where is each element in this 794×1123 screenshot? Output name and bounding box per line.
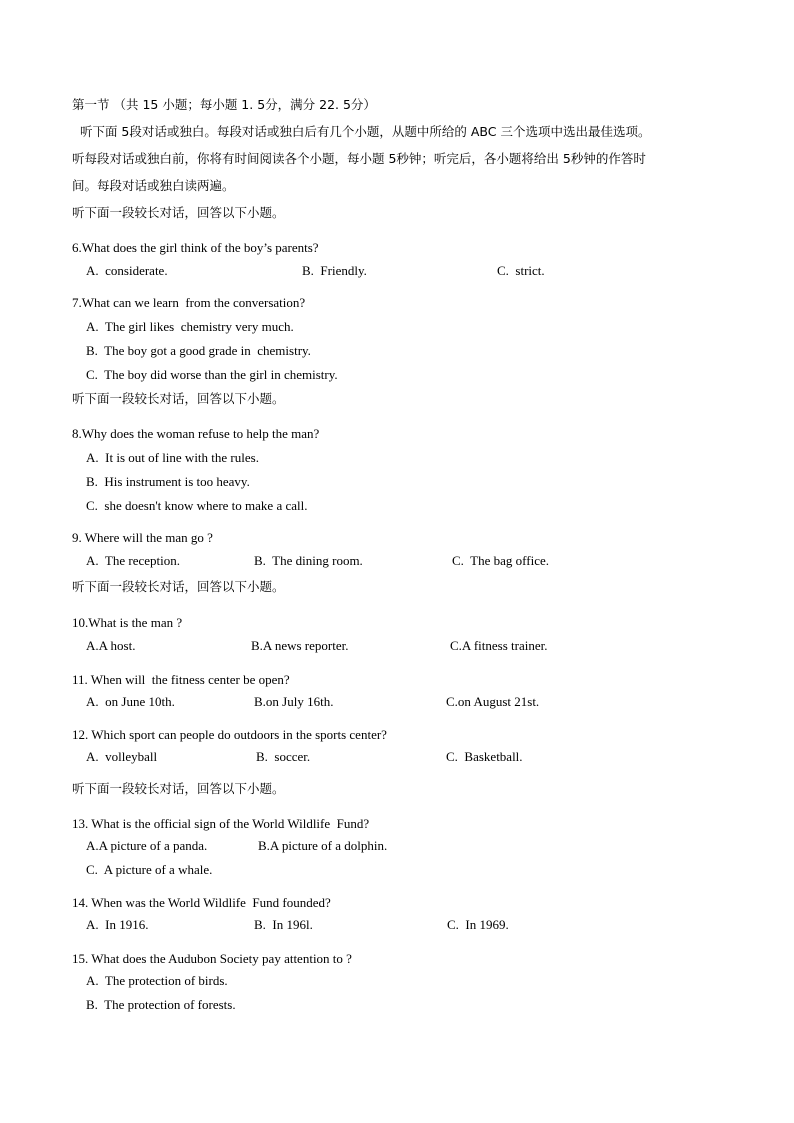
question-13: 13. What is the official sign of the World Wildlife Fund? [72, 816, 370, 831]
q9-option-b: B. The dining room. [254, 553, 363, 568]
q12-option-c: C. Basketball. [446, 749, 523, 764]
question-12: 12. Which sport can people do outdoors in the sports center? [72, 727, 387, 742]
instruction-line-2: 听每段对话或独白前，你将有时间阅读各个小题，每小题 5秒钟；听完后，各小题将给出 5秒钟的作答时 [72, 151, 646, 166]
q12-option-b: B. soccer. [256, 749, 311, 764]
dialogue-prompt: 听下面一段较长对话，回答以下小题。 [72, 579, 285, 594]
q6-option-b: B. Friendly. [302, 263, 367, 278]
q7-option-c: C. The boy did worse than the girl in chemistry. [86, 367, 338, 382]
q14-option-b: B. In 196l. [254, 917, 313, 932]
question-7: 7.What can we learn from the conversation? [72, 295, 306, 310]
instruction-line-1: 听下面 5段对话或独白。每段对话或独白后有几个小题，从题中所给的 ABC 三个选项中选出最佳选项。 [72, 124, 651, 139]
q11-option-b: B.on July 16th. [254, 694, 334, 709]
question-8: 8.Why does the woman refuse to help the man? [72, 426, 320, 441]
q13-option-b: B.A picture of a dolphin. [258, 838, 388, 853]
q14-option-a: A. In 1916. [86, 917, 149, 932]
question-9: 9. Where will the man go ? [72, 530, 213, 545]
question-15: 15. What does the Audubon Society pay attention to ? [72, 951, 352, 966]
q8-option-a: A. It is out of line with the rules. [86, 450, 259, 465]
q12-option-a: A. volleyball [86, 749, 158, 764]
question-6: 6.What does the girl think of the boy’s parents? [72, 240, 319, 255]
dialogue-prompt: 听下面一段较长对话，回答以下小题。 [72, 391, 285, 406]
instruction-line-3: 间。每段对话或独白读两遍。 [72, 178, 235, 193]
q15-option-a: A. The protection of birds. [86, 973, 228, 988]
q7-option-a: A. The girl likes chemistry very much. [86, 319, 294, 334]
q9-option-a: A. The reception. [86, 553, 180, 568]
section-title: 第一节 （共 15 小题；每小题 1. 5分，满分 22. 5分） [72, 97, 376, 112]
q9-option-c: C. The bag office. [452, 553, 549, 568]
q8-option-b: B. His instrument is too heavy. [86, 474, 250, 489]
q7-option-b: B. The boy got a good grade in chemistry. [86, 343, 311, 358]
question-10: 10.What is the man ? [72, 615, 183, 630]
q6-option-a: A. considerate. [86, 263, 168, 278]
question-11: 11. When will the fitness center be open? [72, 672, 290, 687]
q13-option-a: A.A picture of a panda. [86, 838, 208, 853]
q11-option-c: C.on August 21st. [446, 694, 540, 709]
q8-option-c: C. she doesn't know where to make a call. [86, 498, 308, 513]
q15-option-b: B. The protection of forests. [86, 997, 236, 1012]
q10-option-a: A.A host. [86, 638, 136, 653]
q10-option-b: B.A news reporter. [251, 638, 349, 653]
dialogue-prompt: 听下面一段较长对话，回答以下小题。 [72, 781, 285, 796]
q11-option-a: A. on June 10th. [86, 694, 175, 709]
q6-option-c: C. strict. [497, 263, 545, 278]
question-14: 14. When was the World Wildlife Fund founded? [72, 895, 331, 910]
dialogue-prompt: 听下面一段较长对话，回答以下小题。 [72, 205, 285, 220]
q14-option-c: C. In 1969. [447, 917, 509, 932]
q10-option-c: C.A fitness trainer. [450, 638, 548, 653]
q13-option-c: C. A picture of a whale. [86, 862, 213, 877]
